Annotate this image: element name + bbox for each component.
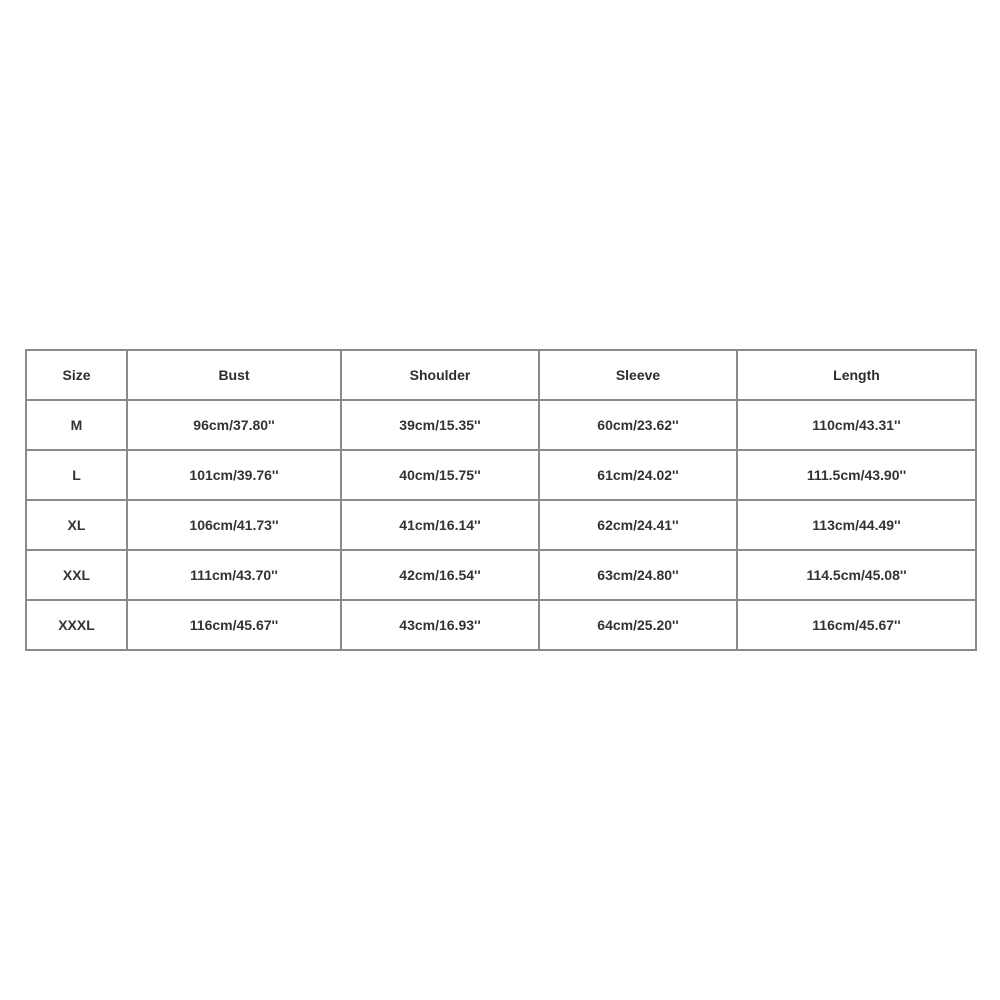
header-bust: Bust: [127, 350, 341, 400]
cell-size: XXXL: [26, 600, 127, 650]
cell-length: 116cm/45.67'': [737, 600, 976, 650]
cell-bust: 106cm/41.73'': [127, 500, 341, 550]
table-row: [26, 450, 976, 500]
cell-shoulder: 40cm/15.75'': [341, 450, 539, 500]
cell-shoulder: 39cm/15.35'': [341, 400, 539, 450]
cell-shoulder: 41cm/16.14'': [341, 500, 539, 550]
cell-sleeve: 61cm/24.02'': [539, 450, 737, 500]
cell-size: M: [26, 400, 127, 450]
cell-bust: 111cm/43.70'': [127, 550, 341, 600]
cell-bust: 101cm/39.76'': [127, 450, 341, 500]
cell-shoulder: 43cm/16.93'': [341, 600, 539, 650]
cell-sleeve: 62cm/24.41'': [539, 500, 737, 550]
cell-length: 114.5cm/45.08'': [737, 550, 976, 600]
header-row: [26, 350, 976, 400]
header-length: Length: [737, 350, 976, 400]
table-row: [26, 600, 976, 650]
cell-bust: 96cm/37.80'': [127, 400, 341, 450]
cell-sleeve: 60cm/23.62'': [539, 400, 737, 450]
cell-size: L: [26, 450, 127, 500]
table-row: [26, 500, 976, 550]
cell-bust: 116cm/45.67'': [127, 600, 341, 650]
header-sleeve: Sleeve: [539, 350, 737, 400]
table-row: [26, 400, 976, 450]
cell-sleeve: 64cm/25.20'': [539, 600, 737, 650]
header-size: Size: [26, 350, 127, 400]
cell-size: XXL: [26, 550, 127, 600]
cell-size: XL: [26, 500, 127, 550]
cell-sleeve: 63cm/24.80'': [539, 550, 737, 600]
cell-length: 110cm/43.31'': [737, 400, 976, 450]
cell-length: 111.5cm/43.90'': [737, 450, 976, 500]
table-row: [26, 550, 976, 600]
header-shoulder: Shoulder: [341, 350, 539, 400]
cell-shoulder: 42cm/16.54'': [341, 550, 539, 600]
cell-length: 113cm/44.49'': [737, 500, 976, 550]
size-chart-table: [25, 349, 977, 651]
